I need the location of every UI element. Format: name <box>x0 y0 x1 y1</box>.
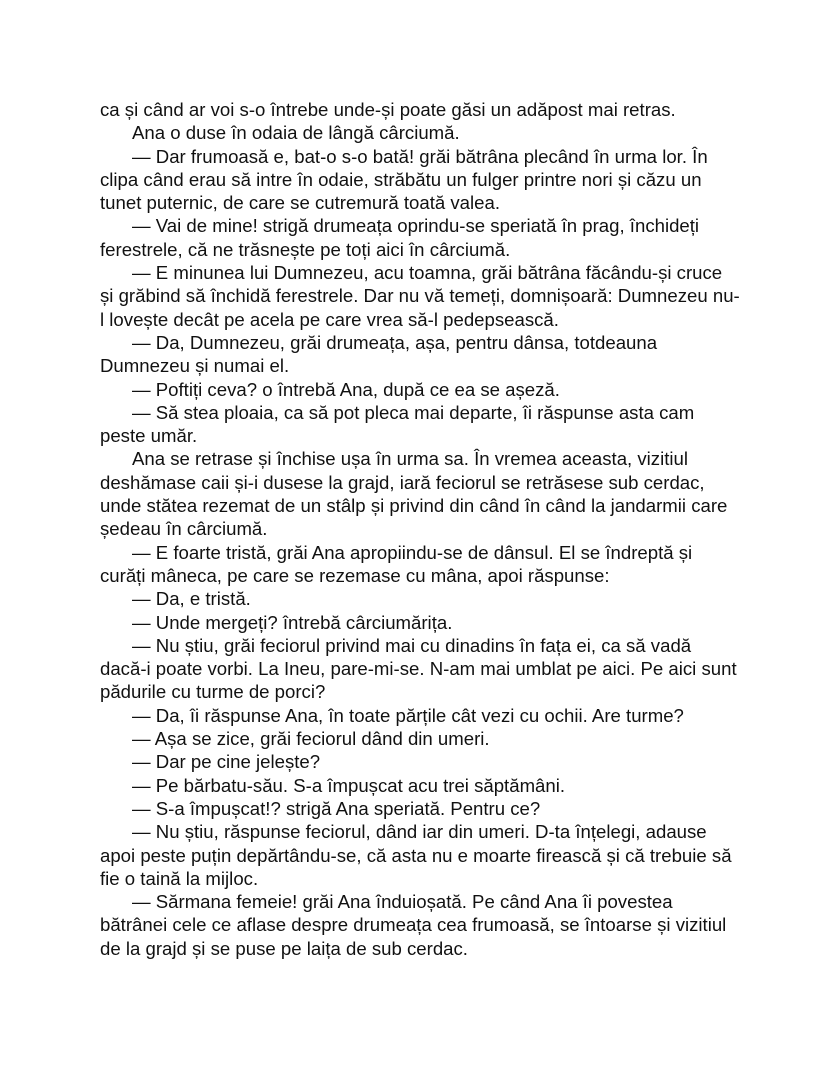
paragraph: — Vai de mine! strigă drumeața oprindu-se speriată în prag, închideți ferestrele, că ne trăsnește pe toți aici în cârciumă. <box>100 215 700 260</box>
paragraph: Ana se retrase și închise ușa în urma sa. În vremea aceasta, vizitiul deshămase caii și-i dusese la grajd, iară feciorul se retrăsese sub cerdac, unde stătea rezemat de un stâlp și privind din când în când la jandarmii care ședeau în cârciumă. <box>100 448 728 540</box>
paragraph: — Să stea ploaia, ca să pot pleca mai departe, îi răspunse asta cam peste umăr. <box>100 401 695 447</box>
paragraph: — Nu știu, răspunse feciorul, dând iar din umeri. D-ta înțelegi, adause apoi peste puțin depărtându-se, că asta nu e moarte firească și că trebuie să fie o taină la mijloc. <box>100 821 732 889</box>
paragraph: — Poftiți ceva? o întrebă Ana, după ce ea se așeză. <box>132 378 560 400</box>
paragraph: — Nu știu, grăi feciorul privind mai cu dinadins în fața ei, ca să vadă dacă-i poate vorbi. La Ineu, pare-mi-se. N-am mai umblat pe aici. Pe aici sunt pădurile cu turme de porci? <box>100 634 737 703</box>
paragraph: — Unde mergeți? întrebă cârciumărița. <box>132 611 453 633</box>
paragraph: ca și când ar voi s-o întrebe unde-și poate găsi un adăpost mai retras. <box>100 99 676 120</box>
paragraph: Ana o duse în odaia de lângă cârciumă. <box>132 122 460 144</box>
paragraph: — E foarte tristă, grăi Ana apropiindu-se de dânsul. El se îndreptă și curăți mâneca, pe care se rezemase cu mâna, apoi răspunse: <box>100 541 693 586</box>
paragraph: — Așa se zice, grăi feciorul dând din umeri. <box>132 728 490 750</box>
paragraph: — S-a împușcat!? strigă Ana speriată. Pentru ce? <box>132 797 541 819</box>
body-text <box>100 98 740 960</box>
paragraph: — Dar pe cine jelește? <box>132 751 321 773</box>
paragraph: — Da, îi răspunse Ana, în toate părțile cât vezi cu ochii. Are turme? <box>132 704 684 726</box>
paragraph: — E minunea lui Dumnezeu, acu toamna, grăi bătrâna făcându-și cruce și grăbind să închidă ferestrele. Dar nu vă temeți, domnișoară: Dumnezeu nu-l lovește decât pe acela pe care vrea să-l pedepsească. <box>100 262 740 330</box>
paragraph: — Sărmana femeie! grăi Ana înduioșată. Pe când Ana îi povestea bătrânei cele ce aflase despre drumeața cea frumoasă, se întoarse și vizitiul de la grajd și se puse pe laița de sub cerdac. <box>100 891 727 959</box>
paragraph: — Da, Dumnezeu, grăi drumeața, așa, pentru dânsa, totdeauna Dumnezeu și numai el. <box>100 331 658 377</box>
paragraph: — Da, e tristă. <box>132 588 251 610</box>
paragraph: — Pe bărbatu-său. S-a împușcat acu trei săptămâni. <box>132 774 566 796</box>
paragraph: — Dar frumoasă e, bat-o s-o bată! grăi bătrâna plecând în urma lor. În clipa când erau să intre în odaie, străbătu un fulger printre nori și căzu un tunet puternic, de care se cutremură toată valea. <box>100 145 708 214</box>
